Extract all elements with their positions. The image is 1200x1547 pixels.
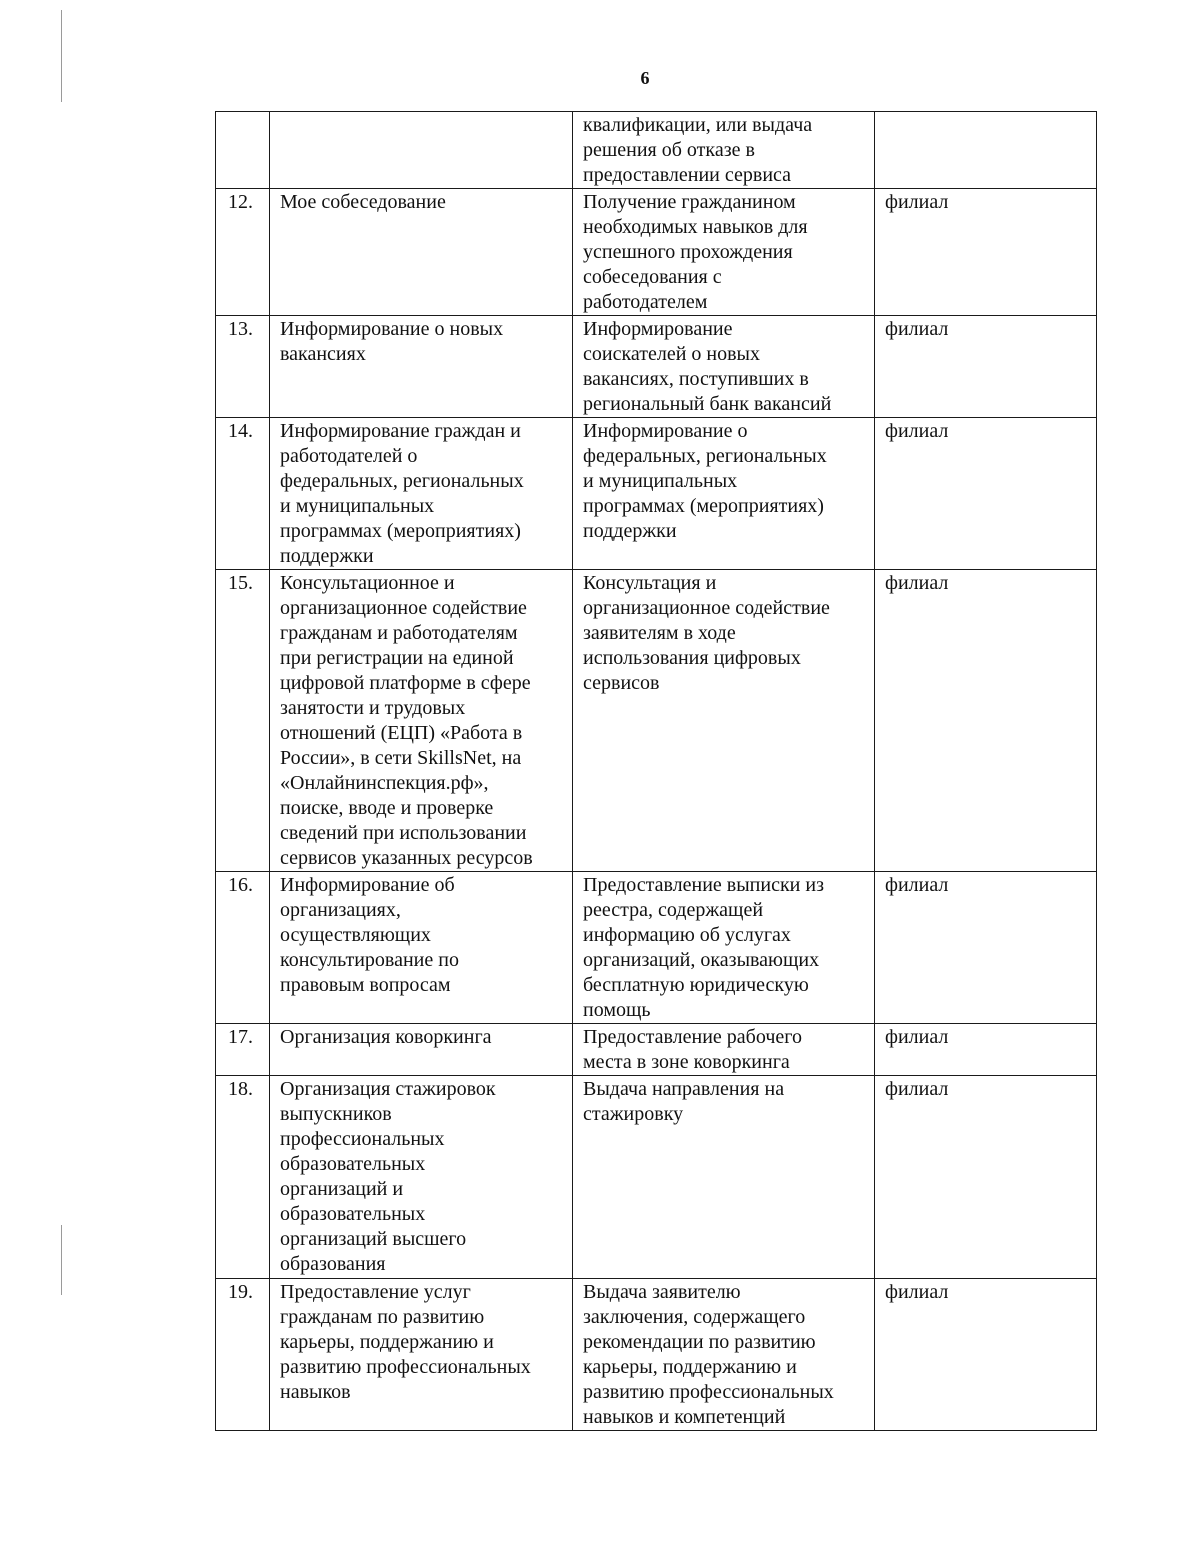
- row-number: 17.: [216, 1024, 270, 1076]
- service-name: Организация стажировок выпускников профессиональных образовательных организаций и образовательных организаций высшего образования: [270, 1076, 573, 1279]
- service-result: Получение гражданином необходимых навыков для успешного прохождения собеседования с работодателем: [573, 189, 875, 316]
- service-result: Выдача заявителю заключения, содержащего рекомендации по развитию карьеры, поддержанию и развитию профессиональных навыков и компетенций: [573, 1279, 875, 1431]
- table-row: [216, 112, 1097, 189]
- table-row: [216, 189, 1097, 316]
- service-result: квалификации, или выдача решения об отказе в предоставлении сервиса: [573, 112, 875, 189]
- services-table: [215, 111, 1097, 1431]
- service-provider: филиал: [875, 1076, 1097, 1279]
- service-provider: филиал: [875, 316, 1097, 418]
- service-name: [270, 112, 573, 189]
- row-number: 18.: [216, 1076, 270, 1279]
- row-number: 16.: [216, 872, 270, 1024]
- service-name: Организация коворкинга: [270, 1024, 573, 1076]
- table-row: [216, 1024, 1097, 1076]
- service-provider: филиал: [875, 1024, 1097, 1076]
- service-provider: филиал: [875, 570, 1097, 872]
- service-provider: филиал: [875, 418, 1097, 570]
- service-name: Информирование об организациях, осуществляющих консультирование по правовым вопросам: [270, 872, 573, 1024]
- page-number: 6: [640, 68, 650, 88]
- table-row: [216, 1279, 1097, 1431]
- table-row: [216, 316, 1097, 418]
- service-name: Информирование о новых вакансиях: [270, 316, 573, 418]
- service-result: Информирование соискателей о новых вакансиях, поступивших в региональный банк вакансий: [573, 316, 875, 418]
- row-number: 15.: [216, 570, 270, 872]
- service-provider: филиал: [875, 1279, 1097, 1431]
- service-name: Предоставление услуг гражданам по развитию карьеры, поддержанию и развитию профессиональных навыков: [270, 1279, 573, 1431]
- service-provider: [875, 112, 1097, 189]
- row-number: 19.: [216, 1279, 270, 1431]
- service-result: Выдача направления на стажировку: [573, 1076, 875, 1279]
- row-number: 14.: [216, 418, 270, 570]
- service-result: Предоставление рабочего места в зоне коворкинга: [573, 1024, 875, 1076]
- table-row: [216, 570, 1097, 872]
- service-provider: филиал: [875, 872, 1097, 1024]
- row-number: 12.: [216, 189, 270, 316]
- service-result: Информирование о федеральных, региональных и муниципальных программах (мероприятиях) поддержки: [573, 418, 875, 570]
- service-name: Мое собеседование: [270, 189, 573, 316]
- service-name: Информирование граждан и работодателей о федеральных, региональных и муниципальных программах (мероприятиях) поддержки: [270, 418, 573, 570]
- table-row: [216, 418, 1097, 570]
- table-row: [216, 872, 1097, 1024]
- table-row: [216, 1076, 1097, 1279]
- service-result: Предоставление выписки из реестра, содержащей информацию об услугах организаций, оказывающих бесплатную юридическую помощь: [573, 872, 875, 1024]
- row-number: 13.: [216, 316, 270, 418]
- row-number: [216, 112, 270, 189]
- scan-edge-mark: [61, 1225, 62, 1295]
- service-name: Консультационное и организационное содействие гражданам и работодателям при регистрации на единой цифровой платформе в сфере занятости и трудовых отношений (ЕЦП) «Работа в России», в сети SkillsNet, на «Онлайнинспекция.рф», поиске, вводе и проверке сведений при использовании сервисов указанных ресурсов: [270, 570, 573, 872]
- service-result: Консультация и организационное содействие заявителям в ходе использования цифровых сервисов: [573, 570, 875, 872]
- service-provider: филиал: [875, 189, 1097, 316]
